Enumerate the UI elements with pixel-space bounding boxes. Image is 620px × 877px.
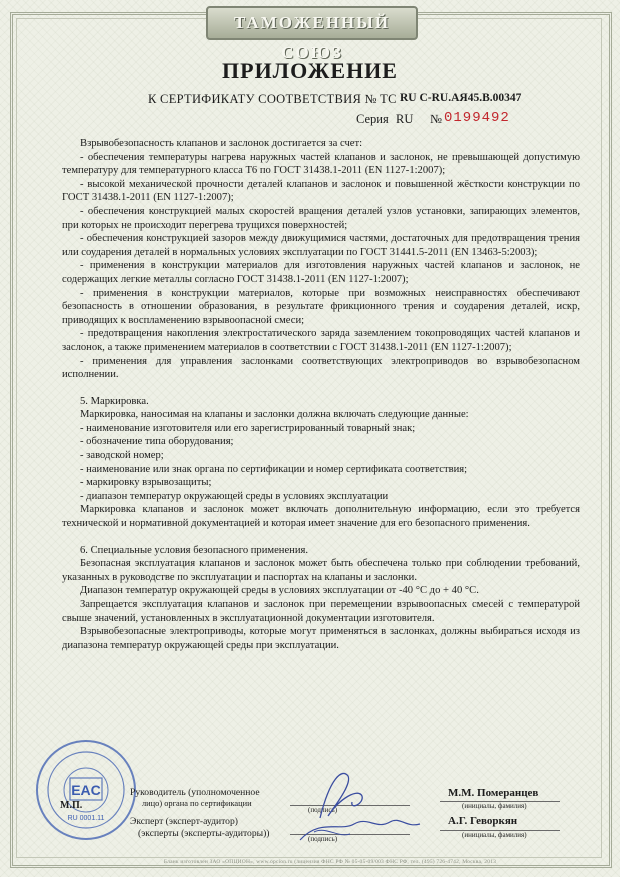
initials-hint: (инициалы, фамилия) [462, 802, 527, 810]
certificate-number: RU C-RU.АЯ45.В.00347 [400, 92, 522, 104]
printer-imprint: Бланк изготовлен ЗАО «ОПЦИОН», www.opcion.ru (лицензия ФНС РФ № 05-05-09/003 ФНС РФ, тел. (495) 726-4742, Москва, 2013 [163, 859, 497, 865]
list-item: - применения в конструкции материалов, которые при возможных неисправностях обеспечивают безопасность в отношении образования, в результате фрикционного трения и соударения деталей, искр, приводящих к воспламенению взрывоопасной смеси; [62, 287, 580, 326]
list-item: - применения в конструкции материалов для изготовления наружных частей клапанов и заслонок, не содержащих легкие металлы согласно ГОСТ 31438.1-2011 (EN 1127-1:2007); [62, 260, 580, 285]
section-heading: 5. Маркировка. [80, 395, 149, 407]
signature-hint: (подпись) [308, 806, 338, 814]
paragraph: Взрывобезопасность клапанов и заслонок достигается за счет: [80, 138, 363, 149]
series-value: RU [396, 112, 414, 126]
head-role-line1: Руководитель (уполномоченное [130, 787, 260, 798]
paragraph: Маркировка клапанов и заслонок может включать дополнительную информацию, если это требуется технической и нормативной документацией и которая имеет значение для его безопасного применения. [62, 504, 580, 530]
paragraph: Диапазон температур окружающей среды в условиях эксплуатации от -40 °С до + 40 °С. [80, 585, 479, 597]
section-heading: 6. Специальные условия безопасного применения. [80, 544, 309, 556]
expert-name: А.Г. Геворкян [448, 815, 518, 827]
document-body [62, 137, 580, 652]
list-item: - применения для управления заслонками соответствующих электроприводов во взрывобезопасном исполнении. [62, 355, 580, 381]
serial-number: 0199492 [444, 110, 510, 126]
initials-hint: (инициалы, фамилия) [462, 831, 527, 839]
stamp-place-label: М.П. [60, 800, 83, 811]
list-item: - наименование изготовителя или его зарегистрированный товарный знак; [80, 422, 416, 434]
number-label: № [430, 112, 442, 126]
paragraph: Безопасная эксплуатация клапанов и заслонок может быть обеспечена только при соблюдении требований, указанных в руководстве по эксплуатации и паспортах на клапаны и заслонки. [62, 558, 580, 583]
head-role-line2: лицо) органа по сертификации [142, 799, 252, 808]
certificate-subtitle: К СЕРТИФИКАТУ СООТВЕТСТВИЯ № ТС [148, 92, 397, 106]
certification-stamp [34, 738, 138, 842]
list-item: - обеспечения конструкцией зазоров между движущимися частями, достаточных для предотвращения трения или соударения деталей в нормальных условиях эксплуатации по ГОСТ 31441.5-2011 (EN 13463-5:2003); [62, 233, 580, 258]
stamp-code: RU 0001.11 [67, 815, 105, 822]
list-item: - наименование или знак органа по сертификации и номер сертификата соответствия; [80, 463, 468, 475]
list-item: - диапазон температур окружающей среды в условиях эксплуатации [80, 490, 389, 502]
head-name: М.М. Померанцев [448, 787, 539, 799]
list-item: - обеспечения температуры нагрева наружных частей клапанов и заслонок, не превышающей допустимую температуру для температурного класса Т6 по ГОСТ 31438.1-2011 (EN 1127-1:2007); [62, 151, 580, 177]
customs-union-banner: ТАМОЖЕННЫЙ СОЮЗ [206, 6, 418, 40]
expert-role-line1: Эксперт (эксперт-аудитор) [130, 816, 238, 827]
list-item: - обозначение типа оборудования; [80, 436, 234, 448]
list-item: - маркировку взрывозащиты; [80, 477, 212, 489]
page-title: ПРИЛОЖЕНИЕ [222, 58, 398, 83]
signature-hint: (подпись) [308, 835, 338, 843]
expert-role-line2: (эксперты (эксперты-аудиторы)) [138, 828, 270, 839]
stamp-eac-mark: EAC [71, 782, 101, 798]
list-item: - обеспечения конструкцией малых скоростей вращения деталей узлов установки, запирающих элементов, при которых не происходит перегрева трущихся поверхностей; [62, 205, 580, 231]
list-item: - предотвращения накопления электростатического заряда заземлением токопроводящих частей клапанов и заслонок, а также применением материалов в соответствии с ГОСТ 31438.1-2011 (EN 1127-1:2007); [62, 328, 580, 353]
paragraph: Взрывобезопасные электроприводы, которые могут применяться в заслонках, должны выбираться исходя из диапазона температур окружающей среды при эксплуатации. [62, 626, 580, 651]
list-item: - высокой механической прочности деталей клапанов и заслонок и повышенной жёсткости конструкции по ГОСТ 31438.1-2011 (EN 1127-1:2007); [62, 178, 580, 204]
handwritten-signatures [280, 758, 430, 848]
list-item: - заводской номер; [80, 450, 164, 462]
paragraph: Запрещается эксплуатация клапанов и заслонок при перемещении взрывоопасных смесей с температурой свыше значений, установленных в эксплуатационной документации изготовителя. [62, 599, 580, 624]
paragraph: Маркировка, наносимая на клапаны и заслонки должна включать следующие данные: [80, 409, 469, 421]
series-label: Серия [356, 112, 389, 126]
